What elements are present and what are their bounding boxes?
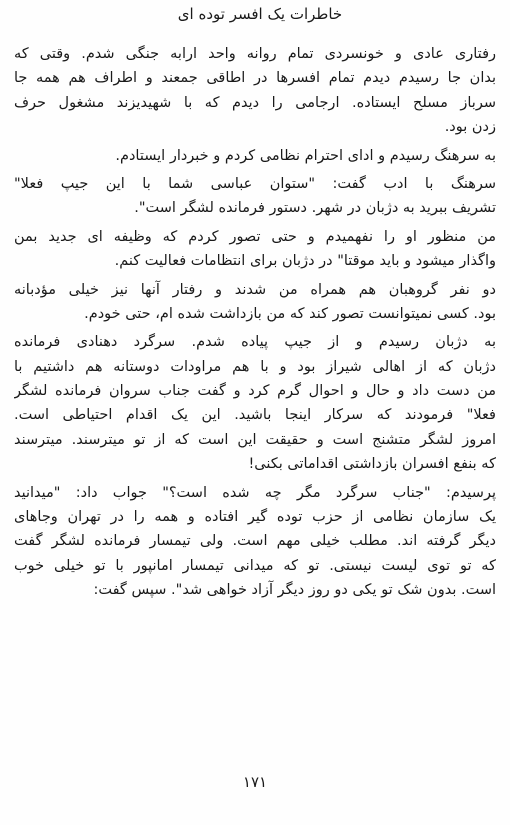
text-line: یک سازمان نظامی از حزب توده گیر افتاده و همه را در تهران وجاهای bbox=[14, 509, 496, 526]
text-line: دیگر گرفته اند. مطلب خیلی مهم است. ولی تیمسار فرمانده لشگر گفت bbox=[14, 533, 496, 550]
text-line: بود. کسی نمیتوانست تصور کند که من بازداشت شده ام، حتی خودم. bbox=[84, 305, 496, 322]
text-line: فعلا" فرمودند که سرکار اینجا باشید. این یک اقدام احتیاطی است. bbox=[14, 407, 496, 424]
text-line: است. بدون شک تو یکی دو روز دیگر آزاد خواهی شد". سپس گفت: bbox=[93, 582, 496, 599]
text-line: به سرهنگ رسیدم و ادای احترام نظامی کردم و خبردار ایستادم. bbox=[115, 147, 496, 164]
running-title: خاطرات یک افسر توده ای bbox=[177, 5, 343, 23]
text-line: من دست داد و حال و احوال گرم کرد و گفت جناب سروان فرمانده لشگر bbox=[14, 383, 496, 400]
paragraph bbox=[14, 278, 496, 327]
body-text bbox=[14, 42, 496, 603]
paragraph bbox=[14, 481, 496, 603]
paragraph bbox=[14, 225, 496, 274]
text-line: تشریف ببرید به دژبان در شهر. دستور فرمانده لشگر است". bbox=[134, 200, 496, 217]
text-line: زدن بود. bbox=[444, 119, 496, 136]
text-line: من منظور او را نفهمیدم و حتی تصور کردم که وظیفه ای جدید بمن bbox=[14, 228, 496, 245]
paragraph bbox=[14, 42, 496, 140]
text-line: پرسیدم: "جناب سرگرد مگر چه شده است؟" جواب داد: "میدانید bbox=[14, 484, 496, 501]
paragraph bbox=[14, 144, 496, 168]
text-line: سرهنگ با ادب گفت: "ستوان عباسی شما با این جیپ فعلا" bbox=[14, 175, 496, 192]
text-line: دو نفر گروهبان هم همراه من شدند و رفتار آنها نیز خیلی مؤدبانه bbox=[14, 281, 496, 298]
text-line: دژبان که از اهالی شیراز بود و با هم مراودات دوستانه هم داشتیم با bbox=[14, 358, 496, 375]
text-line: رفتاری عادی و خونسردی تمام روانه واحد ارابه جنگی شدم. وقتی که bbox=[14, 46, 496, 62]
text-line: واگذار میشود و باید موقتا" در دژبان برای انتظامات فعالیت کنم. bbox=[114, 253, 496, 270]
paragraph bbox=[14, 172, 496, 221]
text-line: که بنفع افسران بازداشتی اقداماتی بکنی! bbox=[248, 456, 496, 473]
paragraph bbox=[14, 330, 496, 476]
text-line: بدان جا رسیدم دیدم تمام افسرها در اطاقی جمعند و اطراف هم همه جا bbox=[14, 70, 496, 87]
text-line: سرباز مسلح ایستاده. ارجامی را دیدم که با شهیدیزند مشغول حرف bbox=[14, 94, 496, 111]
text-line: به دژبان رسیدم و از جیپ پیاده شدم. سرگرد دهنادی فرمانده bbox=[14, 334, 496, 351]
page-number: ۱۷۱ bbox=[242, 773, 268, 791]
text-line: امروز لشگر متشنج است و حقیقت این است که از تو میترسند. میترسند bbox=[14, 431, 496, 448]
text-line: که تو توی لیست نیستی. تو که میدانی تیمسار امانپور با تو خیلی خوب bbox=[14, 557, 496, 574]
